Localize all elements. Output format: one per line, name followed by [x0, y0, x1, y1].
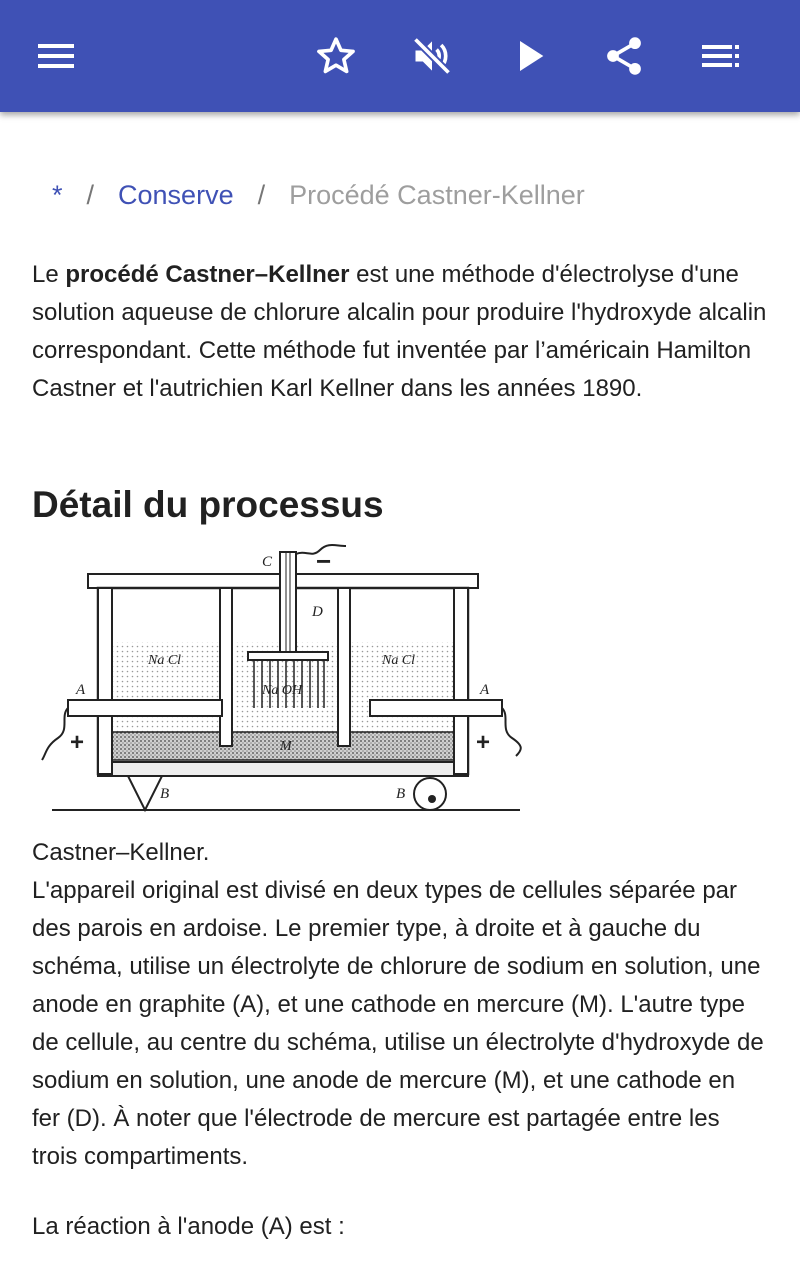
- label-nacl-right: Na Cl: [382, 653, 416, 668]
- intro-prefix: Le: [32, 261, 66, 288]
- figure-caption-block: [32, 834, 768, 1176]
- label-minus: −: [316, 546, 332, 576]
- iron-cathode: [280, 552, 296, 652]
- share-icon[interactable]: [592, 24, 656, 88]
- label-plus-left: +: [70, 729, 85, 756]
- breadcrumb-home-link[interactable]: *: [52, 180, 63, 210]
- list-icon[interactable]: [688, 24, 752, 88]
- tank-wall-left: [98, 588, 112, 774]
- star-icon[interactable]: [304, 24, 368, 88]
- label-nacl-left: Na Cl: [148, 653, 182, 668]
- roller-support: [414, 778, 446, 810]
- label-b-right: B: [396, 786, 406, 802]
- breadcrumb: [52, 180, 585, 211]
- volume-off-icon[interactable]: [400, 24, 464, 88]
- menu-icon[interactable]: [24, 24, 88, 88]
- castner-kellner-diagram[interactable]: [36, 540, 532, 816]
- label-a-left: A: [76, 682, 86, 698]
- figure-caption: Castner–Kellner.: [32, 839, 210, 866]
- breadcrumb-separator: /: [86, 180, 95, 210]
- breadcrumb-parent-link[interactable]: Conserve: [118, 180, 234, 210]
- label-naoh: Na OH: [262, 683, 303, 698]
- graphite-anode-left: [68, 700, 222, 716]
- label-plus-right: +: [476, 729, 491, 756]
- reaction-paragraph: La réaction à l'anode (A) est :: [32, 1213, 345, 1240]
- label-b-left: B: [160, 786, 170, 802]
- label-m: M: [280, 739, 292, 754]
- intro-paragraph: [32, 256, 768, 408]
- cell-base: [98, 762, 468, 776]
- breadcrumb-current: Procédé Castner-Kellner: [289, 180, 585, 210]
- label-a-right: A: [480, 682, 490, 698]
- intro-text: est une méthode d'électrolyse d'une solution aqueuse de chlorure alcalin pour produire l'hydroxyde alcalin correspondant. Cette méthode fut inventée par l’américain Hamilton Castner et l'autrichien Karl Kellner dans les années 1890.: [32, 261, 767, 402]
- anode-wire-left: [42, 708, 68, 760]
- graphite-anode-right: [370, 700, 502, 716]
- intro-bold-term: procédé Castner–Kellner: [65, 261, 350, 288]
- slate-partition-left: [220, 588, 232, 746]
- play-icon[interactable]: [498, 24, 562, 88]
- section-title: Détail du processus: [32, 484, 384, 525]
- label-c: C: [262, 554, 273, 570]
- caption-body: L'appareil original est divisé en deux types de cellules séparée par des parois en ardoise. Le premier type, à droite et à gauche du schéma, utilise un électrolyte de chlorure de sodium en solution, une anode en graphite (A), et une cathode en mercure (M). L'autre type de cellule, au centre du schéma, utilise un électrolyte d'hydroxyde de sodium en solution, une anode de mercure (M), et une cathode en fer (D). À noter que l'électrode de mercure est partagée entre les trois compartiments.: [32, 877, 764, 1170]
- slate-partition-right: [338, 588, 350, 746]
- tank-wall-right: [454, 588, 468, 774]
- label-d: D: [312, 604, 323, 620]
- app-bar: [0, 0, 800, 112]
- breadcrumb-separator: /: [257, 180, 266, 210]
- pivot-support: [128, 776, 162, 810]
- anode-wire-right: [502, 708, 521, 756]
